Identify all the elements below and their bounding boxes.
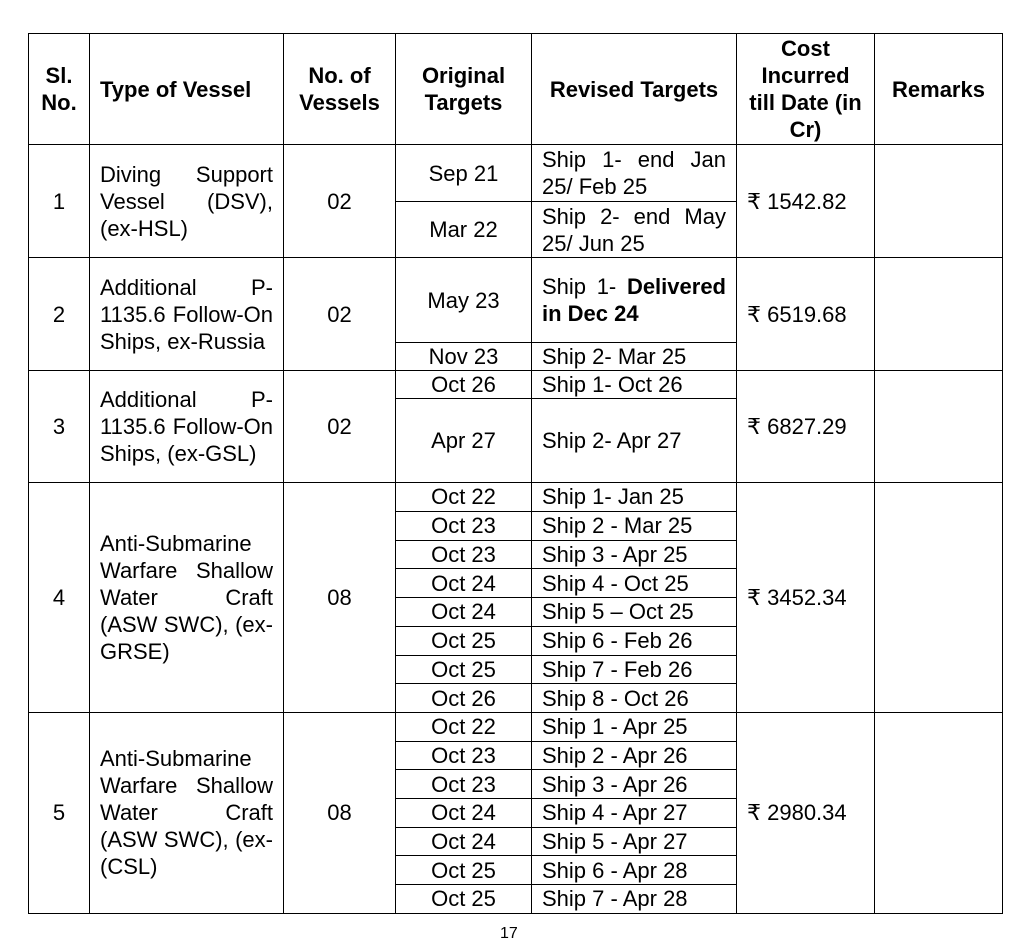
- sl-no-cell: 2: [29, 258, 90, 371]
- original-target-cell: Oct 24: [396, 827, 532, 856]
- revised-target-cell: Ship 7 - Apr 28: [532, 885, 737, 914]
- revised-target-cell: Ship 6 - Feb 26: [532, 626, 737, 655]
- cost-cell: ₹ 6827.29: [737, 371, 875, 483]
- original-target-cell: May 23: [396, 258, 532, 343]
- original-target-cell: Oct 26: [396, 371, 532, 399]
- remarks-cell: [875, 258, 1003, 371]
- table-row: [29, 371, 1003, 399]
- vessel-type-cell: Additional P-1135.6 Follow-On Ships, ex-Russia: [90, 258, 284, 371]
- header-original-targets: Original Targets: [396, 34, 532, 145]
- revised-target-cell: Ship 5 – Oct 25: [532, 598, 737, 627]
- revised-target-cell: Ship 1 - Apr 25: [532, 713, 737, 742]
- revised-target-cell: Ship 4 - Oct 25: [532, 569, 737, 598]
- table-row: [29, 483, 1003, 512]
- delivered-status: Delivered in Dec 24: [542, 274, 726, 326]
- page-number: 17: [500, 925, 518, 942]
- original-target-cell: Oct 23: [396, 511, 532, 540]
- vessel-count-cell: 08: [284, 713, 396, 914]
- sl-no-cell: 1: [29, 145, 90, 258]
- cost-cell: ₹ 3452.34: [737, 483, 875, 713]
- vessel-count-cell: 02: [284, 145, 396, 258]
- revised-prefix: Ship 1-: [542, 274, 617, 299]
- header-row: [29, 34, 1003, 145]
- revised-target-cell: Ship 2- Mar 25: [532, 343, 737, 371]
- cost-cell: ₹ 2980.34: [737, 713, 875, 914]
- original-target-cell: Oct 23: [396, 770, 532, 799]
- vessel-type-cell: Anti-Submarine Warfare Shallow Water Craft (ASW SWC), (ex-GRSE): [90, 483, 284, 713]
- revised-target-cell: Ship 2 - Apr 26: [532, 741, 737, 770]
- vessel-count-cell: 02: [284, 258, 396, 371]
- revised-target-cell: [532, 258, 737, 343]
- header-sl-no: Sl. No.: [29, 34, 90, 145]
- revised-target-cell: Ship 1- Oct 26: [532, 371, 737, 399]
- revised-target-cell: Ship 3 - Apr 26: [532, 770, 737, 799]
- original-target-cell: Apr 27: [396, 399, 532, 483]
- sl-no-cell: 4: [29, 483, 90, 713]
- remarks-cell: [875, 713, 1003, 914]
- original-target-cell: Oct 22: [396, 483, 532, 512]
- vessel-type-cell: Anti-Submarine Warfare Shallow Water Craft (ASW SWC), (ex-(CSL): [90, 713, 284, 914]
- cost-cell: ₹ 6519.68: [737, 258, 875, 371]
- revised-target-cell: Ship 2 - Mar 25: [532, 511, 737, 540]
- original-target-cell: Mar 22: [396, 202, 532, 258]
- original-target-cell: Oct 23: [396, 540, 532, 569]
- header-type-of-vessel: Type of Vessel: [90, 34, 284, 145]
- cost-cell: ₹ 1542.82: [737, 145, 875, 258]
- original-target-cell: Oct 23: [396, 741, 532, 770]
- revised-target-cell: Ship 4 - Apr 27: [532, 799, 737, 828]
- header-no-of-vessels: No. of Vessels: [284, 34, 396, 145]
- original-target-cell: Oct 24: [396, 569, 532, 598]
- sl-no-cell: 5: [29, 713, 90, 914]
- revised-target-cell: Ship 6 - Apr 28: [532, 856, 737, 885]
- vessel-type-cell: Additional P-1135.6 Follow-On Ships, (ex-GSL): [90, 371, 284, 483]
- table-row: [29, 258, 1003, 343]
- vessel-targets-table: [28, 33, 1003, 914]
- remarks-cell: [875, 371, 1003, 483]
- remarks-cell: [875, 483, 1003, 713]
- header-cost-incurred: Cost Incurred till Date (in Cr): [737, 34, 875, 145]
- original-target-cell: Oct 25: [396, 626, 532, 655]
- revised-target-cell: Ship 2- end May 25/ Jun 25: [532, 202, 737, 258]
- revised-target-cell: Ship 2- Apr 27: [532, 399, 737, 483]
- original-target-cell: Oct 25: [396, 655, 532, 684]
- vessel-count-cell: 08: [284, 483, 396, 713]
- original-target-cell: Oct 22: [396, 713, 532, 742]
- header-remarks: Remarks: [875, 34, 1003, 145]
- original-target-cell: Oct 25: [396, 856, 532, 885]
- original-target-cell: Oct 25: [396, 885, 532, 914]
- original-target-cell: Nov 23: [396, 343, 532, 371]
- revised-target-cell: Ship 1- Jan 25: [532, 483, 737, 512]
- revised-target-cell: Ship 8 - Oct 26: [532, 684, 737, 713]
- vessel-count-cell: 02: [284, 371, 396, 483]
- header-revised-targets: Revised Targets: [532, 34, 737, 145]
- revised-target-cell: Ship 3 - Apr 25: [532, 540, 737, 569]
- original-target-cell: Oct 24: [396, 799, 532, 828]
- vessel-type-cell: Diving Support Vessel (DSV), (ex-HSL): [90, 145, 284, 258]
- revised-target-cell: Ship 1- end Jan 25/ Feb 25: [532, 145, 737, 202]
- table-row: [29, 145, 1003, 202]
- original-target-cell: Oct 24: [396, 598, 532, 627]
- revised-target-cell: Ship 5 - Apr 27: [532, 827, 737, 856]
- original-target-cell: Oct 26: [396, 684, 532, 713]
- sl-no-cell: 3: [29, 371, 90, 483]
- remarks-cell: [875, 145, 1003, 258]
- revised-target-cell: Ship 7 - Feb 26: [532, 655, 737, 684]
- original-target-cell: Sep 21: [396, 145, 532, 202]
- table-row: [29, 713, 1003, 742]
